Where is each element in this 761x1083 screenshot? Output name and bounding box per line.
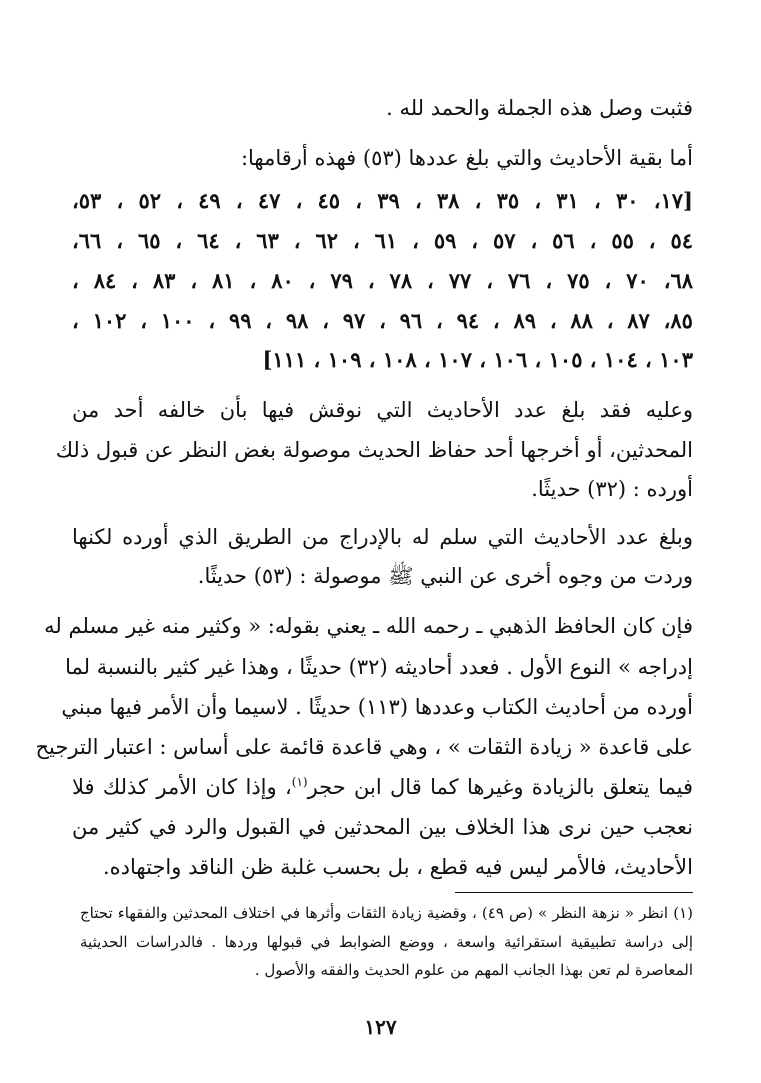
footnote-reference[interactable]: (١) [291, 775, 308, 789]
body-line: الأحاديث، فالأمر ليس فيه قطع ، بل بحسب غلبة ظن الناقد واجتهاده. [103, 855, 693, 879]
body-line: فثبت وصل هذه الجملة والحمد لله . [386, 96, 693, 120]
body-line: أما بقية الأحاديث والتي بلغ عددها (٥٣) فهذه أرقامها: [240, 146, 693, 170]
footnote-line: إلى دراسة تطبيقية استقرائية واسعة ، ووضع الضوابط في قبولها وردها . فالدراسات الحديثية [80, 933, 693, 951]
footnote-line: المعاصرة لم تعن بهذا الجانب المهم من علوم الحديث والفقه والأصول . [254, 961, 693, 979]
body-line: المحدثين، أو أخرجها أحد حفاظ الحديث موصولة بغض النظر عن قبول ذلك [55, 438, 693, 462]
body-line: نعجب حين نرى هذا الخلاف بين المحدثين في القبول والرد في كثير من [72, 815, 693, 839]
body-line-segment: ، وإذا كان الأمر كذلك فلا [72, 775, 292, 799]
body-line-segment: فيما يتعلق بالزيادة وغيرها كما قال ابن حجر [307, 775, 693, 799]
hadith-numbers-line: ٥٤ ، ٥٥ ، ٥٦ ، ٥٧ ، ٥٩ ، ٦١ ، ٦٢ ، ٦٣ ، ٦٤ ، ٦٥ ، ٦٦، [72, 228, 694, 253]
body-line: على قاعدة « زيادة الثقات » ، وهي قاعدة قائمة على أساس : اعتبار الترجيح [35, 735, 693, 759]
hadith-numbers-line: [١٧، ٣٠ ، ٣١ ، ٣٥ ، ٣٨ ، ٣٩ ، ٤٥ ، ٤٧ ، ٤٩ ، ٥٢ ، ٥٣، [72, 188, 693, 213]
footnote-line: (١) انظر « نزهة النظر » (ص ٤٩) ، وقضية زيادة الثقات وأثرها في اختلاف المحدثين والفقهاء تحتاج [80, 904, 693, 922]
body-line: وبلغ عدد الأحاديث التي سلم له بالإدراج من الطريق الذي أورده لكنها [72, 525, 693, 549]
footnote-separator [455, 892, 693, 893]
body-line: أورده من أحاديث الكتاب وعددها (١١٣) حديثًا . لاسيما وأن الأمر فيها مبني [61, 695, 693, 719]
body-line: إدراجه » النوع الأول . فعدد أحاديثه (٣٢) حديثًا ، وهذا غير كثير بالنسبة لما [65, 655, 693, 679]
body-line: وعليه فقد بلغ عدد الأحاديث التي نوقش فيها بأن خالفه أحد من [72, 398, 693, 422]
body-line: فإن كان الحافظ الذهبي ـ رحمه الله ـ يعني بقوله: « وكثير منه غير مسلم له [44, 614, 693, 638]
body-line: وردت من وجوه أخرى عن النبي ﷺ موصولة : (٥٣) حديثًا. [197, 564, 693, 588]
page-number: ١٢٧ [364, 1015, 397, 1039]
hadith-numbers-line: ١٠٣ ، ١٠٤ ، ١٠٥ ، ١٠٦ ، ١٠٧ ، ١٠٨ ، ١٠٩ ، ١١١] [262, 347, 693, 372]
hadith-numbers-line: ٦٨، ٧٠ ، ٧٥ ، ٧٦ ، ٧٧ ، ٧٨ ، ٧٩ ، ٨٠ ، ٨١ ، ٨٣ ، ٨٤ ، [72, 268, 694, 293]
hadith-numbers-line: ٨٥، ٨٧ ، ٨٨ ، ٨٩ ، ٩٤ ، ٩٦ ، ٩٧ ، ٩٨ ، ٩٩ ، ١٠٠ ، ١٠٢ ، [72, 308, 693, 333]
body-line: أورده : (٣٢) حديثًا. [531, 477, 693, 501]
body-line [72, 772, 693, 802]
